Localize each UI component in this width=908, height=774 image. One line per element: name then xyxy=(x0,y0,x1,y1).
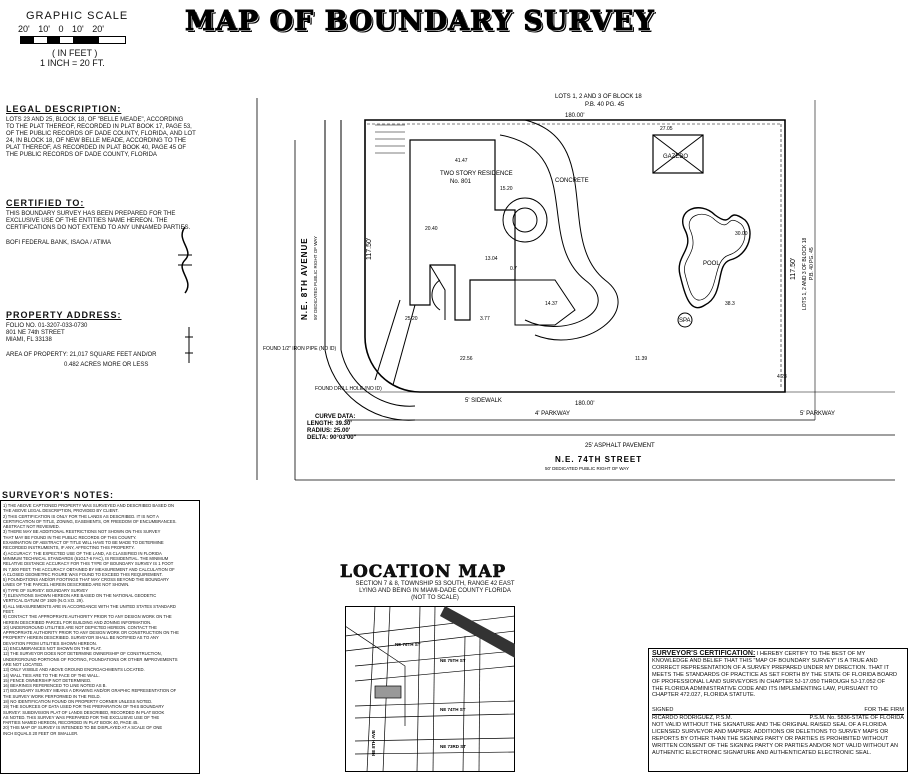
dimension: 15.20 xyxy=(500,186,513,192)
certification-line: THE FLORIDA ADMINISTRATIVE CODE AND ITS IMPLEMENTING LAW, PURSUANT TO xyxy=(652,685,878,692)
note-line: 19) THE SOURCES OF DATA USED FOR THE PREPARATION OF THIS BOUNDARY xyxy=(3,704,165,710)
curve-length: LENGTH: 39.30' xyxy=(307,421,352,427)
legal-line: 24, IN BLOCK 18, OF NEW BELLE MEADE, ACCORDING TO THE xyxy=(6,138,187,144)
plat-book: P.B. 40 PG. 45 xyxy=(585,102,625,108)
lot-label-right: LOTS 1, 2 AND 3 OF BLOCK 18 xyxy=(802,237,808,310)
address-line: FOLIO NO. 01-3207-033-0730 xyxy=(6,323,88,329)
graphic-scale-ticks: 20' 10' 0 10' 20' xyxy=(18,24,104,34)
note-line: 5) FOUNDATIONS AND/OR FOOTINGS THAT MAY CROSS BEYOND THE BOUNDARY xyxy=(3,577,169,583)
dimension: 13.04 xyxy=(485,256,498,262)
scale-segment xyxy=(21,37,34,43)
note-line: THAT MAY BE FOUND IN THE PUBLIC RECORDS OF THIS COUNTY. xyxy=(3,534,137,540)
note-line: PROPERTY HEREIN DESCRIBED. SURVEYOR SHALL BE NOTIFIED AS TO ANY xyxy=(3,635,159,641)
dimension: 25.20 xyxy=(405,316,418,322)
note-line: VERTICAL DATUM OF 1929 (N.G.V.D. 29). xyxy=(3,598,84,604)
house-label: TWO STORY RESIDENCE xyxy=(440,171,513,177)
surveyors-notes-heading: SURVEYOR'S NOTES: xyxy=(2,490,114,500)
note-line: 1) THE ABOVE CAPTIONED PROPERTY WAS SURVEYED AND DESCRIBED BASED ON xyxy=(3,503,175,508)
certification-lead: I HEREBY CERTIFY TO THE BEST OF MY xyxy=(756,651,866,657)
surveyor-name: RICARDO RODRIGUEZ, P.S.M. xyxy=(652,715,733,722)
note-line: 4) ACCURACY: THE EXPECTED USE OF THE LAND, AS CLASSIFIED IN FLORIDA xyxy=(3,550,162,556)
note-line: LINES OF THE PARCEL HEREIN DESCRIBED ARE NOT SHOWN. xyxy=(3,582,130,588)
legal-description-heading: LEGAL DESCRIPTION: xyxy=(6,104,122,114)
gazebo-label: GAZEBO xyxy=(663,154,689,160)
graphic-scale-ratio: 1 INCH = 20 FT. xyxy=(40,58,105,68)
curve-delta: DELTA: 90°03'00" xyxy=(307,435,357,441)
note-line: 8) ALL MEASUREMENTS ARE IN ACCORDANCE WITH THE UNITED STATES STANDARD xyxy=(3,603,176,609)
location-caption-line: SECTION 7 & 8, TOWNSHIP 53 SOUTH, RANGE 42 EAST xyxy=(355,581,515,587)
location-map-heading: LOCATION MAP xyxy=(340,562,507,582)
dimension: 22.56 xyxy=(460,356,473,362)
note-line: CERTIFICATION OF TITLE, ZONING, EASEMENTS, OR FREEDOM OF ENCUMBRANCES. xyxy=(3,518,177,524)
note-line: 6) TYPE OF SURVEY: BOUNDARY SURVEY xyxy=(3,587,89,593)
dimension: 14.37 xyxy=(545,301,558,307)
note-line: 16) BEARINGS REFERENCED TO LINE NOTED AS B. xyxy=(3,683,107,689)
dimension-top: 180.00' xyxy=(565,113,585,119)
location-map-caption xyxy=(330,581,540,602)
note-line: FEET. xyxy=(3,608,15,614)
note-line: RECORDED INSTRUMENTS, IF ANY, AFFECTING THIS PROPERTY. xyxy=(3,545,135,551)
note-line: ARE NOT LOCATED. xyxy=(3,661,44,667)
validity-line: AUTHENTIC ELECTRONIC SIGNATURE AND AUTHENTICATED ELECTRONIC SEAL. xyxy=(652,749,872,756)
note-line: AS NOTED. THIS SURVEY WAS PREPARED FOR THE EXCLUSIVE USE OF THE xyxy=(3,714,160,720)
avenue-row: 50' DEDICATED PUBLIC RIGHT OF WAY xyxy=(313,236,318,320)
divider-ornament xyxy=(170,225,200,295)
note-line: IN 7,500 FEET. THE ACCURACY OBTAINED BY MEASUREMENT AND CALCULATION OF xyxy=(3,566,175,572)
dimension: 41.47 xyxy=(455,158,468,164)
graphic-scale-bar xyxy=(20,36,126,44)
note-line: 13) ONLY VISIBLE AND ABOVE GROUND ENCROACHMENTS LOCATED. xyxy=(3,667,145,673)
note-line: ABSTRACT NOT REVIEWED. xyxy=(3,524,60,530)
found-iron-pipe: FOUND 1/2" IRON PIPE (NO ID) xyxy=(263,346,337,352)
lot-label: LOTS 1, 2 AND 3 OF BLOCK 18 xyxy=(555,94,642,100)
site-plan xyxy=(255,80,908,490)
certified-to-heading: CERTIFIED TO: xyxy=(6,198,85,208)
dimension-left: 117.50' xyxy=(366,237,373,260)
found-drill-hole: FOUND DRILL HOLE (NO ID) xyxy=(315,386,382,392)
house-number: No. 801 xyxy=(450,179,472,185)
note-line: 9) CONTACT THE APPROPRIATE AUTHORITY PRIOR TO ANY DESIGN WORK ON THE xyxy=(3,614,172,620)
note-line: INCH EQUALS 20 FEET OR SMALLER. xyxy=(3,730,79,736)
certification-line: MEETS THE STANDARDS OF PRACTICE AS SET FORTH BY THE STATE OF FLORIDA BOARD xyxy=(652,671,898,678)
dimension: 30.00 xyxy=(735,231,748,237)
surveyors-notes-list xyxy=(1,501,199,738)
legal-line: LOTS 23 AND 25, BLOCK 18, OF "BELLE MEADE", ACCORDING xyxy=(6,117,184,123)
dimension: 3.77 xyxy=(480,316,490,322)
note-line: DEVIATION FROM UTILITIES SHOWN HEREON. xyxy=(3,640,97,646)
certified-line: EXCLUSIVE USE OF THE ENTITIES NAME HEREON. THE xyxy=(6,218,168,224)
certification-line: CORRECT REPRESENTATION OF A SURVEY PREPARED UNDER MY DIRECTION. THAT IT xyxy=(652,664,890,671)
property-address-heading: PROPERTY ADDRESS: xyxy=(6,310,122,320)
page-title: MAP OF BOUNDARY SURVEY xyxy=(185,6,655,37)
concrete-label: CONCRETE xyxy=(555,178,589,184)
dimension-bottom: 180.00' xyxy=(575,401,595,407)
pool-label: POOL xyxy=(703,261,720,267)
street-label: NE 74TH ST xyxy=(440,707,466,712)
sidewalk-label: 5' SIDEWALK xyxy=(465,398,502,404)
property-locator xyxy=(375,686,401,698)
address-line: MIAMI, FL 33138 xyxy=(6,337,52,343)
note-line: EXAMINATION OF ABSTRACT OF TITLE WILL HAVE TO BE MADE TO DETERMINE xyxy=(3,540,164,546)
note-line: 18) NO IDENTIFICATION FOUND ON PROPERTY CORNER UNLESS NOTED. xyxy=(3,698,153,704)
street-label: NE 76TH ST xyxy=(395,642,421,647)
legal-line: THE PUBLIC RECORDS OF DADE COUNTY, FLORIDA xyxy=(6,152,157,158)
property-area-acres: 0.482 ACRES MORE OR LESS xyxy=(64,362,149,368)
note-line: RELATIVE DISTANCE ACCURACY FOR THIS TYPE OF BOUNDARY SURVEY IS 1 FOOT xyxy=(3,561,174,567)
dimension: 0.7 xyxy=(510,266,517,272)
divider-ornament xyxy=(182,325,196,365)
note-line: 2) THIS CERTIFICATION IS ONLY FOR THE LANDS AS DESCRIBED. IT IS NOT A xyxy=(3,513,159,519)
asphalt-label: 25' ASPHALT PAVEMENT xyxy=(585,443,655,449)
note-line: A CLOSED GEOMETRIC FIGURE WAS FOUND TO EXCEED THIS REQUIREMENT. xyxy=(3,571,163,577)
plat-book-right: P.B. 40 PG. 45 xyxy=(809,247,815,280)
legal-line: PLAT THEREOF, AS RECORDED IN PLAT BOOK 40, PAGE 45 OF xyxy=(6,145,187,151)
note-line: 3) THERE MAY BE ADDITIONAL RESTRICTIONS NOT SHOWN ON THIS SURVEY xyxy=(3,529,161,535)
note-line: APPROPRIATE AUTHORITY PRIOR TO ANY DESIGN WORK OR CONSTRUCTION ON THE xyxy=(3,630,179,636)
spa-label: SPA xyxy=(679,318,691,324)
dimension: 27.05 xyxy=(660,126,673,132)
address-line: 801 NE 74th STREET xyxy=(6,330,65,336)
graphic-scale-unit: ( IN FEET ) xyxy=(52,48,98,58)
certification-line: CHAPTER 472.027, FLORIDA STATUTE. xyxy=(652,692,756,699)
certification-heading: SURVEYOR'S CERTIFICATION: xyxy=(652,650,756,657)
surveyor-license: P.S.M. No. 5836-STATE OF FLORIDA xyxy=(809,715,904,722)
dimension: 20.40 xyxy=(425,226,438,232)
parkway-label-east: 5' PARKWAY xyxy=(800,411,836,417)
note-line: PARTIES NAMED HEREON, RECORDED IN PLAT BOOK 40, PAGE 45. xyxy=(3,720,139,726)
property-address xyxy=(6,323,87,344)
note-line: 17) BOUNDARY SURVEY MEANS A DRAWING AND/OR GRAPHIC REPRESENTATION OF xyxy=(3,688,177,694)
surveyors-notes-box xyxy=(0,500,200,774)
street-name: N.E. 74TH STREET xyxy=(555,455,643,464)
scale-segment xyxy=(47,37,60,43)
dimension: 11.39 xyxy=(635,356,648,362)
dimension: 38.3 xyxy=(725,301,735,307)
note-line: 10) UNDERGROUND UTILITIES ARE NOT DEPICTED HEREON. CONTACT THE xyxy=(3,624,157,630)
note-line: 20) THIS MAP OF SURVEY IS INTENDED TO BE DISPLAYED AT A SCALE OF ONE xyxy=(3,725,163,731)
location-map xyxy=(345,606,515,772)
avenue-name: N.E. 8TH AVENUE xyxy=(300,237,309,320)
scale-segment xyxy=(73,37,99,43)
validity-line: LICENSED SURVEYOR AND MAPPER. ADDITIONS OR DELETIONS TO SURVEY MAPS OR xyxy=(652,729,889,736)
note-line: 11) ENCUMBRANCES NOT SHOWN ON THE PLAT. xyxy=(3,646,102,652)
location-caption-line: LYING AND BEING IN MIAMI-DADE COUNTY FLORIDA xyxy=(359,588,511,594)
note-line: THE ABOVE LEGAL DESCRIPTION, PROVIDED BY CLIENT. xyxy=(3,508,119,514)
firm-label: FOR THE FIRM xyxy=(864,707,904,714)
certification-line: KNOWLEDGE AND BELIEF THAT THIS "MAP OF BOUNDARY SURVEY" IS A TRUE AND xyxy=(652,657,878,664)
certification-line: OF PROFESSIONAL LAND SURVEYORS IN CHAPTER 5J-17.050 THROUGH 5J-17.052 OF xyxy=(652,678,886,685)
curve-data-label: CURVE DATA: xyxy=(315,414,356,420)
validity-line: REPORTS BY OTHER THAN THE SIGNING PARTY OR PARTIES IS PROHIBITED WITHOUT xyxy=(652,735,889,742)
graphic-scale-title: GRAPHIC SCALE xyxy=(26,10,129,22)
note-line: SURVEY: SUBDIVISION PLAT OF LANDS DESCRIBED, RECORDED IN PLAT BOOK xyxy=(3,709,165,715)
certified-line: CERTIFICATIONS DO NOT EXTEND TO ANY UNNAMED PARTIES. xyxy=(6,225,191,231)
note-line: MINIMUM TECHNICAL STANDARDS (61G17-6 FAC), IS RESIDENTIAL. THE MINIMUM xyxy=(3,555,169,561)
dimension-right: 117.50' xyxy=(790,257,797,280)
street-row: 50' DEDICATED PUBLIC RIGHT OF WAY xyxy=(545,466,629,471)
property-area: AREA OF PROPERTY: 21,017 SQUARE FEET AND/OR xyxy=(6,352,157,358)
curve-radius: RADIUS: 25.00' xyxy=(307,428,351,434)
note-line: HEREIN DESCRIBED PARCEL FOR BUILDING AND ZONING INFORMATION. xyxy=(3,619,152,625)
certified-line: THIS BOUNDARY SURVEY HAS BEEN PREPARED FOR THE xyxy=(6,211,176,217)
parkway-label: 4' PARKWAY xyxy=(535,411,571,417)
validity-line: WRITTEN CONSENT OF THE SIGNING PARTY OR PARTIES AND/OR NOT VALID WITHOUT AN xyxy=(652,742,899,749)
note-line: THE SURVEY WORK PERFORMED IN THE FIELD. xyxy=(3,693,101,699)
certified-bank: BOFI FEDERAL BANK, ISAOA / ATIMA xyxy=(6,240,112,246)
dimension: 4.23 xyxy=(777,374,787,380)
surveyors-certification-box xyxy=(648,648,908,772)
note-line: 15) FENCE OWNERSHIP NOT DETERMINED. xyxy=(3,677,92,683)
legal-line: OF THE PUBLIC RECORDS OF DADE COUNTY, FLORIDA, AND LOT xyxy=(6,131,196,137)
validity-line: NOT VALID WITHOUT THE SIGNATURE AND THE ORIGINAL RAISED SEAL OF A FLORIDA xyxy=(652,722,887,729)
street-label: NE 8TH AVE xyxy=(371,729,376,756)
street-label: NE 75TH ST xyxy=(440,658,466,663)
signed-label: SIGNED xyxy=(652,707,674,714)
location-caption-line: (NOT TO SCALE) xyxy=(411,595,459,601)
legal-line: TO THE PLAT THEREOF, RECORDED IN PLAT BOOK 17, PAGE 53, xyxy=(6,124,192,130)
note-line: UNDERGROUND PORTIONS OF FOOTING, FOUNDATIONS OR OTHER IMPROVEMENTS xyxy=(3,656,178,662)
note-line: 12) THE SURVEYOR DOES NOT DETERMINE OWNERSHIP OF CONSTRUCTION, xyxy=(3,651,162,657)
street-label: NE 73RD ST xyxy=(440,744,467,749)
legal-description xyxy=(6,117,206,159)
note-line: 14) WALL TIES ARE TO THE FACE OF THE WALL. xyxy=(3,672,100,678)
note-line: 7) ELEVATIONS SHOWN HEREON ARE BASED ON THE NATIONAL GEODETIC xyxy=(3,593,157,599)
